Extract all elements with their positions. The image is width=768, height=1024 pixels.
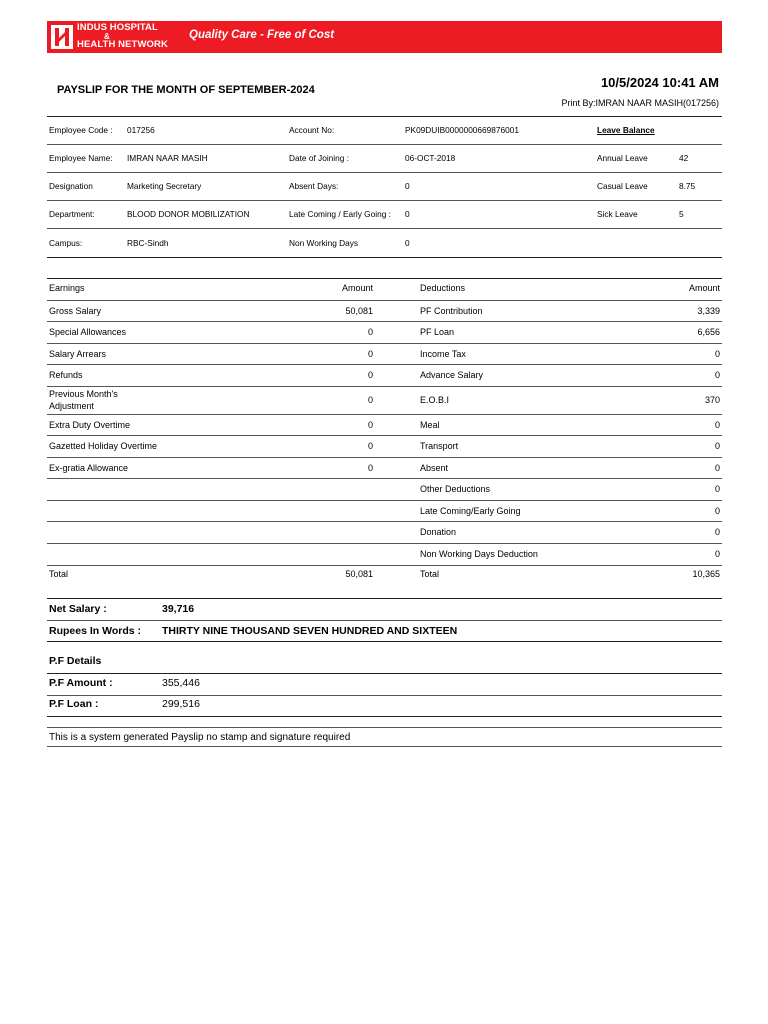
deductions-row-label: Advance Salary bbox=[420, 370, 484, 380]
account-label: Account No: bbox=[289, 125, 335, 135]
print-datetime: 10/5/2024 10:41 AM bbox=[600, 75, 719, 90]
total-divider bbox=[47, 565, 722, 566]
designation-value: Marketing Secretary bbox=[127, 181, 202, 191]
earnings-row-amount: 0 bbox=[367, 420, 373, 430]
divider bbox=[47, 257, 722, 258]
deductions-row-amount: 0 bbox=[714, 484, 720, 494]
non-working-days-value: 0 bbox=[405, 238, 410, 248]
deductions-row-amount: 3,339 bbox=[697, 306, 720, 316]
account-value: PK09DUIB0000000669876001 bbox=[405, 125, 519, 135]
late-coming-label: Late Coming / Early Going : bbox=[289, 209, 391, 219]
annual-leave-label: Annual Leave bbox=[597, 153, 648, 163]
pf-loan-value: 299,516 bbox=[162, 698, 200, 710]
department-label: Department: bbox=[49, 209, 95, 219]
deductions-row-amount: 0 bbox=[714, 349, 720, 359]
divider bbox=[47, 695, 722, 696]
logo-line2: HEALTH NETWORK bbox=[77, 39, 168, 50]
row-divider bbox=[47, 300, 722, 301]
sick-leave-value: 5 bbox=[679, 209, 684, 219]
divider bbox=[47, 716, 722, 717]
row-divider bbox=[47, 521, 722, 522]
leave-balance-heading: Leave Balance bbox=[597, 125, 655, 135]
deductions-row-label: Income Tax bbox=[420, 349, 466, 359]
divider bbox=[47, 746, 722, 747]
rupees-in-words-label: Rupees In Words : bbox=[49, 625, 141, 637]
divider bbox=[47, 200, 722, 201]
deductions-total-value: 10,365 bbox=[692, 569, 720, 579]
divider bbox=[47, 727, 722, 728]
sick-leave-label: Sick Leave bbox=[597, 209, 638, 219]
divider bbox=[47, 620, 722, 621]
logo-amp: & bbox=[104, 31, 110, 41]
employee-name-value: IMRAN NAAR MASIH bbox=[127, 153, 208, 163]
row-divider bbox=[47, 343, 722, 344]
deductions-row-amount: 370 bbox=[704, 395, 720, 405]
deductions-row-label: Late Coming/Early Going bbox=[420, 506, 521, 516]
deductions-row-label: E.O.B.I bbox=[420, 395, 450, 405]
earnings-row-label: Refunds bbox=[49, 370, 83, 380]
earnings-total-label: Total bbox=[49, 569, 69, 579]
earnings-row-label: Special Allowances bbox=[49, 327, 127, 337]
deductions-row-amount: 0 bbox=[714, 506, 720, 516]
earnings-row-label: Ex-gratia Allowance bbox=[49, 463, 129, 473]
deductions-row-label: Transport bbox=[420, 441, 459, 451]
earnings-row-label: Previous Month's Adjustment bbox=[49, 389, 118, 411]
earnings-header: Earnings bbox=[49, 283, 85, 293]
pf-amount-value: 355,446 bbox=[162, 677, 200, 689]
divider bbox=[47, 598, 722, 599]
hospital-logo-icon bbox=[51, 25, 73, 49]
deductions-row-amount: 6,656 bbox=[697, 327, 720, 337]
deductions-total-label: Total bbox=[420, 569, 440, 579]
non-working-days-label: Non Working Days bbox=[289, 238, 359, 248]
deductions-row-label: Other Deductions bbox=[420, 484, 491, 494]
employee-name-label: Employee Name: bbox=[49, 153, 113, 163]
deductions-row-label: Absent bbox=[420, 463, 449, 473]
earnings-total-value: 50,081 bbox=[345, 569, 373, 579]
rupees-in-words-value: THIRTY NINE THOUSAND SEVEN HUNDRED AND SIXTEEN bbox=[162, 625, 458, 637]
employee-code-value: 017256 bbox=[127, 125, 155, 135]
divider bbox=[47, 673, 722, 674]
department-value: BLOOD DONOR MOBILIZATION bbox=[127, 209, 250, 219]
deductions-row-label: PF Loan bbox=[420, 327, 455, 337]
deductions-row-amount: 0 bbox=[714, 420, 720, 430]
deductions-row-amount: 0 bbox=[714, 370, 720, 380]
divider bbox=[47, 641, 722, 642]
row-divider bbox=[47, 457, 722, 458]
absent-days-value: 0 bbox=[405, 181, 410, 191]
deductions-row-amount: 0 bbox=[714, 463, 720, 473]
row-divider bbox=[47, 364, 722, 365]
earnings-row-amount: 0 bbox=[367, 370, 373, 380]
campus-label: Campus: bbox=[49, 238, 83, 248]
pf-loan-label: P.F Loan : bbox=[49, 698, 99, 710]
divider bbox=[47, 144, 722, 145]
designation-label: Designation bbox=[49, 181, 93, 191]
earnings-row-label: Extra Duty Overtime bbox=[49, 420, 131, 430]
row-divider bbox=[47, 321, 722, 322]
joining-value: 06-OCT-2018 bbox=[405, 153, 456, 163]
row-divider bbox=[47, 478, 722, 479]
employee-code-label: Employee Code : bbox=[49, 125, 113, 135]
casual-leave-value: 8.75 bbox=[679, 181, 696, 191]
deductions-header: Deductions bbox=[420, 283, 466, 293]
pf-details-heading: P.F Details bbox=[49, 655, 102, 667]
row-divider bbox=[47, 543, 722, 544]
tagline: Quality Care - Free of Cost bbox=[189, 29, 335, 41]
campus-value: RBC-Sindh bbox=[127, 238, 169, 248]
earnings-row-label: Salary Arrears bbox=[49, 349, 107, 359]
net-salary-value: 39,716 bbox=[162, 603, 195, 615]
earnings-row-label: Gazetted Holiday Overtime bbox=[49, 441, 158, 451]
deductions-row-amount: 0 bbox=[714, 527, 720, 537]
deductions-row-label: Meal bbox=[420, 420, 440, 430]
earnings-row-amount: 0 bbox=[367, 327, 373, 337]
divider bbox=[47, 172, 722, 173]
deductions-row-label: Non Working Days Deduction bbox=[420, 549, 538, 559]
row-divider bbox=[47, 500, 722, 501]
row-divider bbox=[47, 414, 722, 415]
earnings-row-amount: 0 bbox=[367, 463, 373, 473]
print-by: Print By:IMRAN NAAR MASIH(017256) bbox=[561, 98, 719, 108]
deductions-amount-header: Amount bbox=[688, 283, 720, 293]
row-divider bbox=[47, 435, 722, 436]
table-top-border bbox=[47, 278, 722, 279]
deductions-row-amount: 0 bbox=[714, 441, 720, 451]
logo-text bbox=[77, 24, 168, 50]
earnings-row-amount: 50,081 bbox=[345, 306, 373, 316]
logo bbox=[51, 24, 181, 50]
deductions-row-label: Donation bbox=[420, 527, 457, 537]
deductions-row-label: PF Contribution bbox=[420, 306, 483, 316]
header-banner bbox=[47, 21, 722, 53]
casual-leave-label: Casual Leave bbox=[597, 181, 648, 191]
joining-label: Date of Joining : bbox=[289, 153, 349, 163]
net-salary-label: Net Salary : bbox=[49, 603, 107, 615]
earnings-row-amount: 0 bbox=[367, 441, 373, 451]
payslip-title: PAYSLIP FOR THE MONTH OF SEPTEMBER-2024 bbox=[57, 84, 315, 96]
earnings-amount-header: Amount bbox=[341, 283, 373, 293]
pf-amount-label: P.F Amount : bbox=[49, 677, 113, 689]
earnings-row-amount: 0 bbox=[367, 395, 373, 405]
absent-days-label: Absent Days: bbox=[289, 181, 339, 191]
deductions-row-amount: 0 bbox=[714, 549, 720, 559]
divider bbox=[47, 228, 722, 229]
late-coming-value: 0 bbox=[405, 209, 410, 219]
footer-note: This is a system generated Payslip no stamp and signature required bbox=[49, 732, 351, 743]
earnings-row-amount: 0 bbox=[367, 349, 373, 359]
annual-leave-value: 42 bbox=[679, 153, 689, 163]
logo-line1: INDUS HOSPITAL bbox=[77, 22, 158, 33]
earnings-row-label: Gross Salary bbox=[49, 306, 102, 316]
divider bbox=[47, 116, 722, 117]
row-divider bbox=[47, 386, 722, 387]
